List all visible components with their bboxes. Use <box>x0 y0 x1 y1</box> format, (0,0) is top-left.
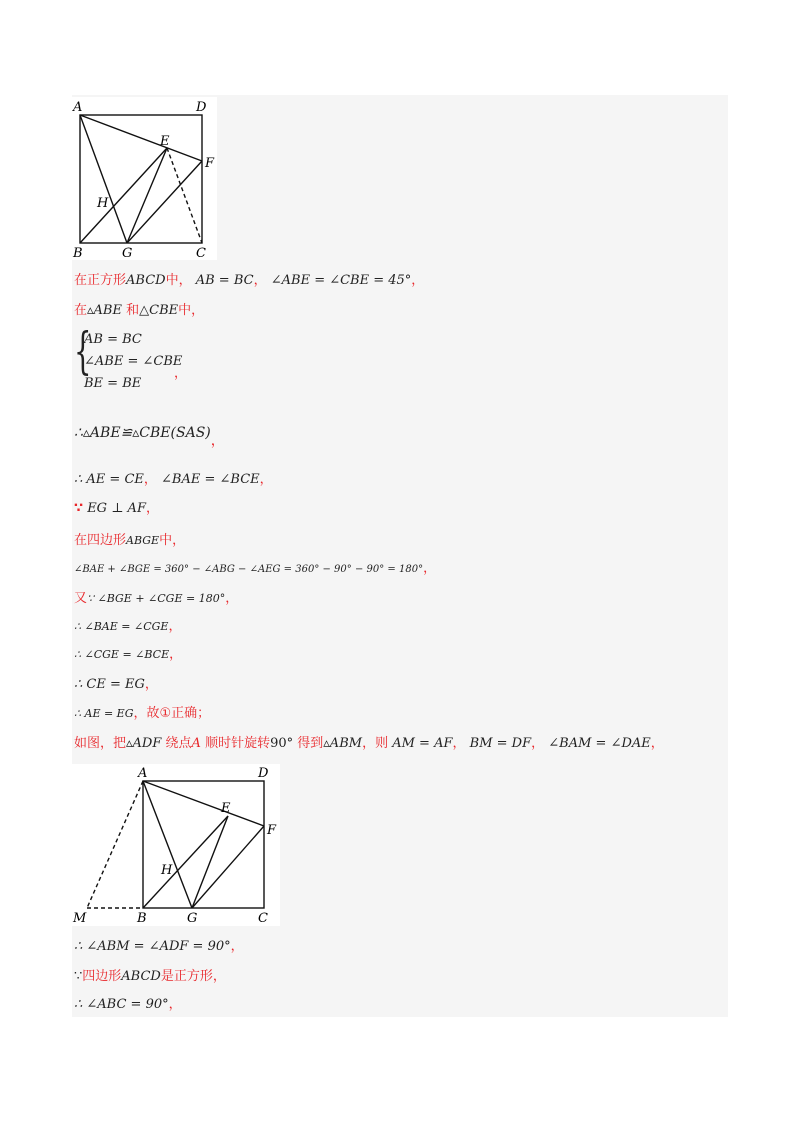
math-tri-abm: ▵ABM <box>323 736 363 751</box>
system-row-3: BE = BE <box>84 376 142 391</box>
system-comma: ， <box>174 366 188 381</box>
text-line-12 <box>74 705 210 723</box>
label-c-2: C <box>258 911 268 926</box>
text-line-5 <box>74 500 159 518</box>
line-ag-2 <box>143 781 192 908</box>
line-gf <box>127 161 202 243</box>
label-b-2: B <box>137 911 147 926</box>
math-abm-adf: ∴ ∠ABM = ∠ADF = 90° <box>74 939 231 954</box>
text-line-10 <box>74 646 182 664</box>
text-red: 中， <box>165 273 192 288</box>
text-sep: ， <box>253 273 267 288</box>
text-red: 是正方形， <box>160 969 226 984</box>
line-am-dashed <box>87 781 143 908</box>
line-af-2 <box>143 781 264 826</box>
text-line-2 <box>74 302 204 320</box>
math-eg-perp-af: EG ⊥ AF <box>87 501 146 516</box>
text-red: 在正方形 <box>74 273 127 288</box>
line-ec-dashed <box>167 148 202 243</box>
text-line-1 <box>74 272 424 290</box>
text-sep: ， <box>452 736 466 751</box>
line-be-2 <box>143 816 228 908</box>
text-red: 得到 <box>297 736 324 751</box>
line-eg <box>127 148 167 243</box>
math-tri-adf: ▵ADF <box>126 736 162 751</box>
system-row-1: AB = BC <box>84 332 142 347</box>
text-line-13 <box>74 735 664 753</box>
label-b: B <box>73 246 83 260</box>
math-90deg: 90° <box>270 736 294 751</box>
line-af <box>80 115 202 161</box>
label-c: C <box>196 246 206 260</box>
math-abc-90: ∴ ∠ABC = 90° <box>74 997 169 1012</box>
label-m-2: M <box>73 911 87 926</box>
line-ag <box>80 115 127 243</box>
label-e: E <box>160 134 170 149</box>
text-red: 又 <box>74 591 88 606</box>
math-ab-bc: AB = BC <box>195 273 254 288</box>
math-angle-sum: ∠BAE + ∠BGE = 360° − ∠ABG − ∠AEG = 360° − 90° − 90° = 180° <box>74 564 424 575</box>
label-a-2: A <box>138 766 148 781</box>
text-conclusion: ，故①正确； <box>133 706 211 721</box>
figure-square-1 <box>72 97 217 260</box>
figure-square-2 <box>72 764 280 926</box>
text-line-6 <box>74 532 185 550</box>
math-bae-bce: ∠BAE = ∠BCE <box>161 472 260 487</box>
text-red: 顺时针旋转 <box>205 736 271 751</box>
label-h-2: H <box>161 863 173 878</box>
text-line-14 <box>74 938 244 956</box>
label-f-2: F <box>267 823 277 838</box>
math-ae-eg: ∴ AE = EG <box>74 707 134 720</box>
text-sep: ， <box>411 273 425 288</box>
text-red: 和 <box>126 303 140 318</box>
label-f: F <box>205 156 215 171</box>
math-am-af: AM = AF <box>392 736 453 751</box>
label-g: G <box>122 246 133 260</box>
math-congruence: ∴▵ABE≌▵CBE(SAS) <box>74 425 211 441</box>
math-ae-ce: ∴ AE = CE <box>74 472 144 487</box>
figure-2-svg <box>72 764 280 926</box>
line-be <box>80 148 167 243</box>
text-sep: ， <box>650 736 664 751</box>
text-line-11 <box>74 676 158 694</box>
text-line-16 <box>74 996 182 1014</box>
math-abcd-2: ABCD <box>121 969 161 984</box>
label-d-2: D <box>258 766 269 781</box>
math-angles-45: ∠ABE = ∠CBE = 45° <box>270 273 412 288</box>
text-sep: ， <box>210 433 225 449</box>
brace: { <box>74 322 92 380</box>
text-red: 如图，把 <box>74 736 127 751</box>
math-abcd: ABCD <box>126 273 166 288</box>
text-red: 在四边形 <box>74 533 127 548</box>
text-line-4 <box>74 471 273 489</box>
text-red: 四边形 <box>82 969 122 984</box>
text-red: 绕点 <box>165 736 192 751</box>
math-bae-cge: ∴ ∠BAE = ∠CGE <box>74 620 169 633</box>
text-line-15 <box>74 968 226 986</box>
text-sep: ， <box>144 677 158 692</box>
text-red: ，则 <box>362 736 389 751</box>
system-row-2: ∠ABE = ∠CBE <box>84 354 183 369</box>
text-sep: ， <box>259 472 273 487</box>
text-red: 中， <box>159 533 186 548</box>
text-sep: ， <box>531 736 545 751</box>
text-sep: ， <box>230 939 244 954</box>
text-sep: ， <box>168 997 182 1012</box>
math-tri-cbe: △CBE <box>139 303 179 318</box>
figure-1-svg <box>72 97 217 260</box>
text-line-8 <box>74 590 238 608</box>
label-g-2: G <box>187 911 198 926</box>
text-sep: ， <box>423 561 437 576</box>
text-sep: ， <box>145 501 159 516</box>
text-line-3 <box>74 424 225 449</box>
text-line-7 <box>74 560 436 579</box>
text-sep: ， <box>169 647 183 662</box>
text-line-9 <box>74 618 181 636</box>
math-bam-dae: ∠BAM = ∠DAE <box>548 736 651 751</box>
line-eg-2 <box>192 816 228 908</box>
math-tri-abe: ▵ABE <box>87 303 122 318</box>
math-ce-eg: ∴ CE = EG <box>74 677 145 692</box>
math-point-a: A <box>191 736 201 751</box>
because-symbol: ∵ <box>74 501 84 516</box>
label-h: H <box>97 196 109 211</box>
because-symbol: ∵ <box>74 969 83 984</box>
text-red: 中， <box>178 303 205 318</box>
math-abge: ABGE <box>126 534 160 547</box>
label-d: D <box>196 100 207 115</box>
math-cge-bce: ∴ ∠CGE = ∠BCE <box>74 648 170 661</box>
text-sep: ， <box>225 591 239 606</box>
text-sep: ， <box>168 619 182 634</box>
label-a: A <box>73 100 83 115</box>
text-sep: ， <box>143 472 157 487</box>
text-red: 在 <box>74 303 88 318</box>
math-bm-df: BM = DF <box>469 736 532 751</box>
math-bge-cge: ∵ ∠BGE + ∠CGE = 180° <box>87 592 226 605</box>
label-e-2: E <box>221 801 231 816</box>
line-gf-2 <box>192 826 264 908</box>
